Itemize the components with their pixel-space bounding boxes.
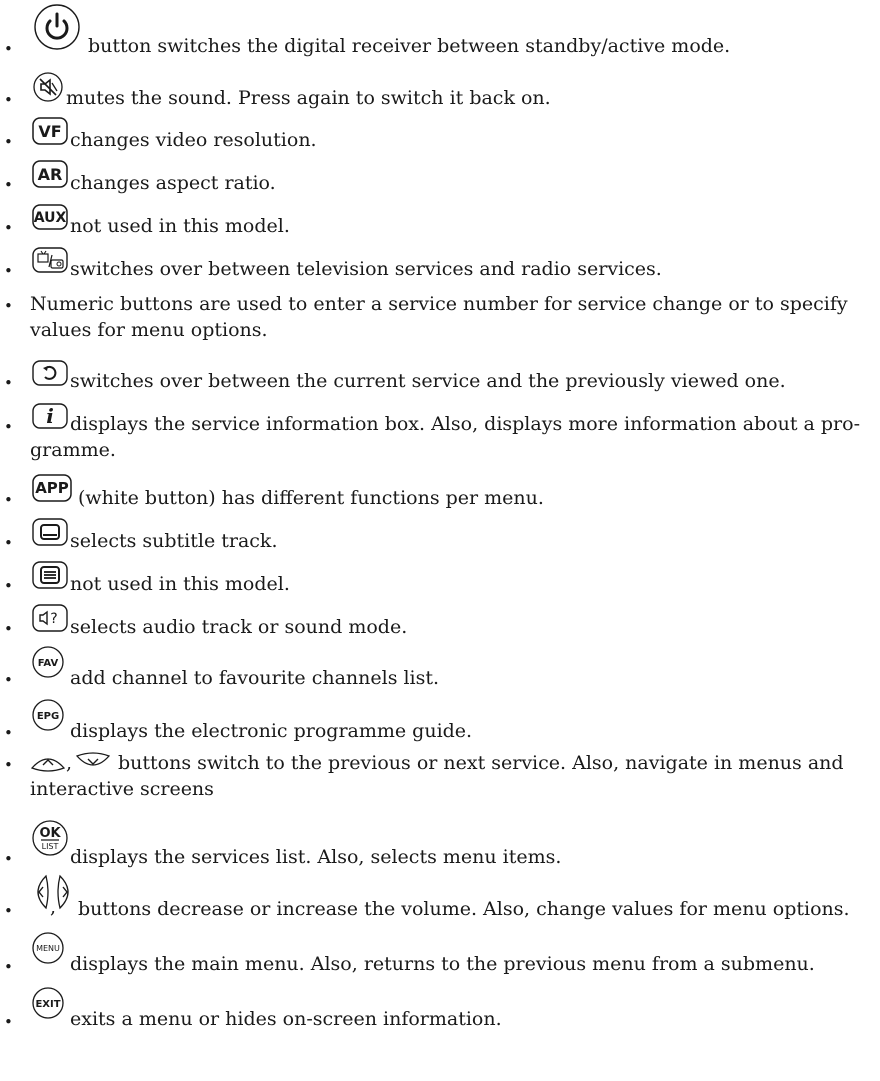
item-text: displays the services list. Also, selects menu items. [70, 846, 562, 868]
list-item [0, 472, 880, 512]
epg-button-icon [32, 699, 64, 731]
app-button-icon [32, 474, 72, 502]
list-item [0, 820, 880, 872]
svg-text:LIST: LIST [41, 842, 59, 851]
bullet: • [4, 219, 13, 237]
list-item [0, 157, 880, 197]
bullet: • [4, 491, 13, 509]
item-text: displays the electronic programme guide. [70, 720, 473, 742]
item-text: buttons decrease or increase the volume. Also, change values for menu options. [78, 898, 850, 920]
list-item [0, 0, 880, 72]
item-text: changes aspect ratio. [70, 172, 276, 194]
tv-radio-icon [32, 247, 68, 273]
item-text: displays the service information box. Also, displays more information about a pro-gramme. [30, 413, 861, 461]
bullet: • [4, 374, 13, 392]
bullet: • [4, 620, 13, 638]
list-item [0, 601, 880, 641]
svg-text:OK: OK [39, 826, 61, 841]
list-item [0, 644, 880, 692]
item-text: selects subtitle track. [70, 530, 278, 552]
bullet: • [4, 418, 13, 436]
item-text: switches over between the current service and the previously viewed one. [70, 370, 786, 392]
menu-button-icon [32, 932, 64, 964]
svg-text:MENU: MENU [36, 944, 60, 953]
vf-button-icon [32, 117, 68, 145]
bullet: • [4, 756, 13, 774]
bullet: • [4, 671, 13, 689]
svg-text:?: ? [50, 611, 58, 627]
svg-text:AR: AR [37, 165, 63, 184]
list-item [0, 72, 880, 112]
teletext-icon [32, 561, 68, 589]
subtitle-icon [32, 518, 68, 546]
svg-text:FAV: FAV [37, 658, 59, 669]
svg-text:APP: APP [35, 479, 69, 497]
item-text: exits a menu or hides on-screen information. [70, 1008, 502, 1030]
bullet: • [4, 262, 13, 280]
list-item [0, 750, 880, 810]
list-item [0, 200, 880, 240]
list-item [0, 558, 880, 598]
list-item [0, 290, 880, 346]
list-item [0, 930, 880, 980]
bullet: • [4, 133, 13, 151]
ar-button-icon [32, 160, 68, 188]
list-item [0, 874, 880, 926]
bullet: • [4, 577, 13, 595]
item-text: mutes the sound. Press again to switch it back on. [66, 87, 551, 109]
power-icon [33, 3, 81, 51]
svg-text:i: i [46, 404, 54, 428]
list-item [0, 697, 880, 745]
item-text: Numeric buttons are used to enter a service number for service change or to specify values for menu options. [30, 293, 848, 341]
bullet: • [4, 902, 13, 920]
fav-button-icon [32, 646, 64, 678]
bullet: • [4, 534, 13, 552]
audio-icon [32, 604, 68, 632]
bullet: • [4, 91, 13, 109]
list-item [0, 114, 880, 154]
exit-button-icon [32, 987, 64, 1019]
svg-text:EXIT: EXIT [35, 999, 61, 1010]
list-item [0, 985, 880, 1035]
aux-button-icon [32, 204, 68, 230]
svg-text:EPG: EPG [36, 711, 60, 722]
list-item [0, 358, 880, 398]
svg-text:AUX: AUX [33, 210, 67, 226]
item-text: displays the main menu. Also, returns to the previous menu from a submenu. [70, 953, 815, 975]
item-text: changes video resolution. [70, 129, 317, 151]
bullet: • [4, 40, 13, 58]
left-arrow-icon [30, 874, 50, 910]
bullet: • [4, 1013, 13, 1031]
bullet: • [4, 850, 13, 868]
right-arrow-icon [56, 874, 76, 910]
ok-list-icon [32, 820, 68, 856]
mute-icon [33, 72, 63, 102]
recall-icon [32, 360, 68, 386]
item-text: (white button) has different functions per menu. [78, 487, 544, 509]
item-text: add channel to favourite channels list. [70, 667, 440, 689]
list-item [0, 243, 880, 283]
list-item [0, 515, 880, 555]
item-text: not used in this model. [70, 215, 290, 237]
bullet: • [4, 724, 13, 742]
item-text: buttons switch to the previous or next service. Also, navigate in menus and interactive screens [30, 752, 844, 800]
item-text: not used in this model. [70, 573, 290, 595]
item-text: selects audio track or sound mode. [70, 616, 408, 638]
item-text: switches over between television services and radio services. [70, 258, 662, 280]
bullet: • [4, 176, 13, 194]
separator-comma: , [66, 752, 73, 774]
svg-text:VF: VF [38, 122, 62, 141]
item-text: button switches the digital receiver between standby/active mode. [88, 35, 731, 57]
bullet: • [4, 958, 13, 976]
bullet: • [4, 297, 13, 315]
separator-comma: , [50, 896, 57, 918]
list-item [0, 401, 880, 467]
